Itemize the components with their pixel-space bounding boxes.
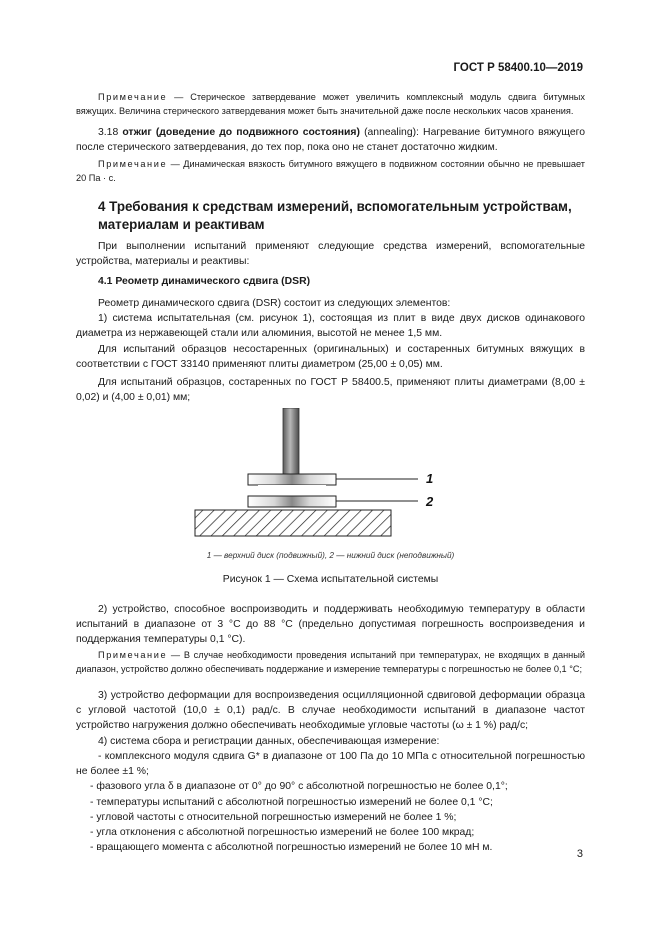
note-label: Примечание xyxy=(98,650,168,660)
list-item: - вращающего момента с абсолютной погрешностью измерений не более 10 мН м. xyxy=(90,842,493,854)
document-header: ГОСТ Р 58400.10—2019 xyxy=(453,62,583,74)
upper-disk xyxy=(248,474,336,485)
sample-gap xyxy=(258,485,326,493)
definition-number: 3.18 xyxy=(98,127,123,138)
definition-3-18 xyxy=(76,125,585,155)
test-system-figure xyxy=(180,408,440,543)
list-item: - угловой частоты с относительной погрешностью измерений не более 1 %; xyxy=(90,811,457,823)
base-plate xyxy=(195,510,391,536)
list-item: - фазового угла δ в диапазоне от 0° до 90° с абсолютной погрешностью не более 0,1°; xyxy=(90,781,508,793)
measurement-list xyxy=(76,749,585,855)
lower-disk xyxy=(248,496,336,507)
item-1-test-system: 1) система испытательная (см. рисунок 1), состоящая из плит в виде двух дисков одинакового диаметра из нержавеющей стали или алюминия, высотой не менее 1,5 мм. xyxy=(76,313,585,340)
list-item: - комплексного модуля сдвига G* в диапазоне от 100 Па до 10 МПа с относительной погрешностью не более ±1 %; xyxy=(76,751,585,778)
list-item: - температуры испытаний с абсолютной погрешностью измерений не более 0,1 °С; xyxy=(90,796,493,808)
note-text: — В случае необходимости проведения испытаний при температурах, не входящих в данный диапазон, устройство должно обеспечивать поддержание и измерение температуры с погрешностью не более 0,1 °С; xyxy=(76,650,585,675)
plates-8-4mm: Для испытаний образцов, состаренных по ГОСТ Р 58400.5, применяют плиты диаметрами (8,00 ± 0,02) и (4,00 ± 0,01) мм; xyxy=(76,377,585,404)
section-4-intro: При выполнении испытаний применяют следующие средства измерений, вспомогательные устройства, материалы и реактивы: xyxy=(76,241,585,268)
plates-25mm: Для испытаний образцов несостаренных (оригинальных) и состаренных битумных вяжущих в соответствии с ГОСТ 33140 применяют плиты диаметром (25,00 ± 0,05) мм. xyxy=(76,344,585,371)
list-item: - угла отклонения с абсолютной погрешностью измерений не более 100 мкрад; xyxy=(90,827,475,839)
note-text: — Динамическая вязкость битумного вяжущего в подвижном состоянии обычно не превышает 20 Па · с. xyxy=(76,159,585,184)
definition-term: отжиг (доведение до подвижного состояния) xyxy=(122,127,360,138)
note-temperature-range xyxy=(76,648,585,676)
section-4-1-heading: 4.1 Реометр динамического сдвига (DSR) xyxy=(98,276,311,287)
page-number: 3 xyxy=(576,848,583,860)
item-2-temperature-device: 2) устройство, способное воспроизводить и поддерживать необходимую температуру в области испытаний в диапазоне от 3 °С до 88 °С (предельно допустимая погрешность воспроизведения и поддержания температуры 0,1 °С). xyxy=(76,604,585,646)
dsr-intro: Реометр динамического сдвига (DSR) состоит из следующих элементов: xyxy=(98,298,451,309)
note-annealing xyxy=(76,157,585,185)
item-4-data-system: 4) система сбора и регистрации данных, обеспечивающая измерение: xyxy=(98,736,440,747)
note-label: Примечание xyxy=(98,159,168,169)
figure-label-1: 1 xyxy=(426,471,434,486)
item-3-deformation-device: 3) устройство деформации для воспроизведения осцилляционной сдвиговой деформации образца с угловой частотой (10,0 ± 0,1) рад/с. В случае необходимости испытаний в диапазоне частот устройство нагружения должно обеспечивать необходимые угловые частоты (ω ± 1 %) рад/с; xyxy=(76,690,585,732)
rod xyxy=(283,408,299,474)
figure-legend: 1 — верхний диск (подвижный), 2 — нижний диск (неподвижный) xyxy=(206,551,455,560)
note-label: Примечание xyxy=(98,92,168,102)
definition-text: (annealing): Нагревание битумного вяжущего после стерического затвердевания, до тех пор, пока оно не станет достаточно жидким. xyxy=(76,127,585,154)
section-4-heading: 4 Требования к средствам измерений, вспомогательным устройствам, материалам и реактивам xyxy=(98,199,572,232)
figure-caption: Рисунок 1 — Схема испытательной системы xyxy=(222,574,439,585)
figure-label-2: 2 xyxy=(426,494,434,509)
note-text: — Стерическое затвердевание может увеличить комплексный модуль сдвига битумных вяжущих. Величина стерического затвердевания может быть значительной даже после нескольких часов хранения. xyxy=(76,92,585,117)
note-steric-hardening xyxy=(76,90,585,118)
